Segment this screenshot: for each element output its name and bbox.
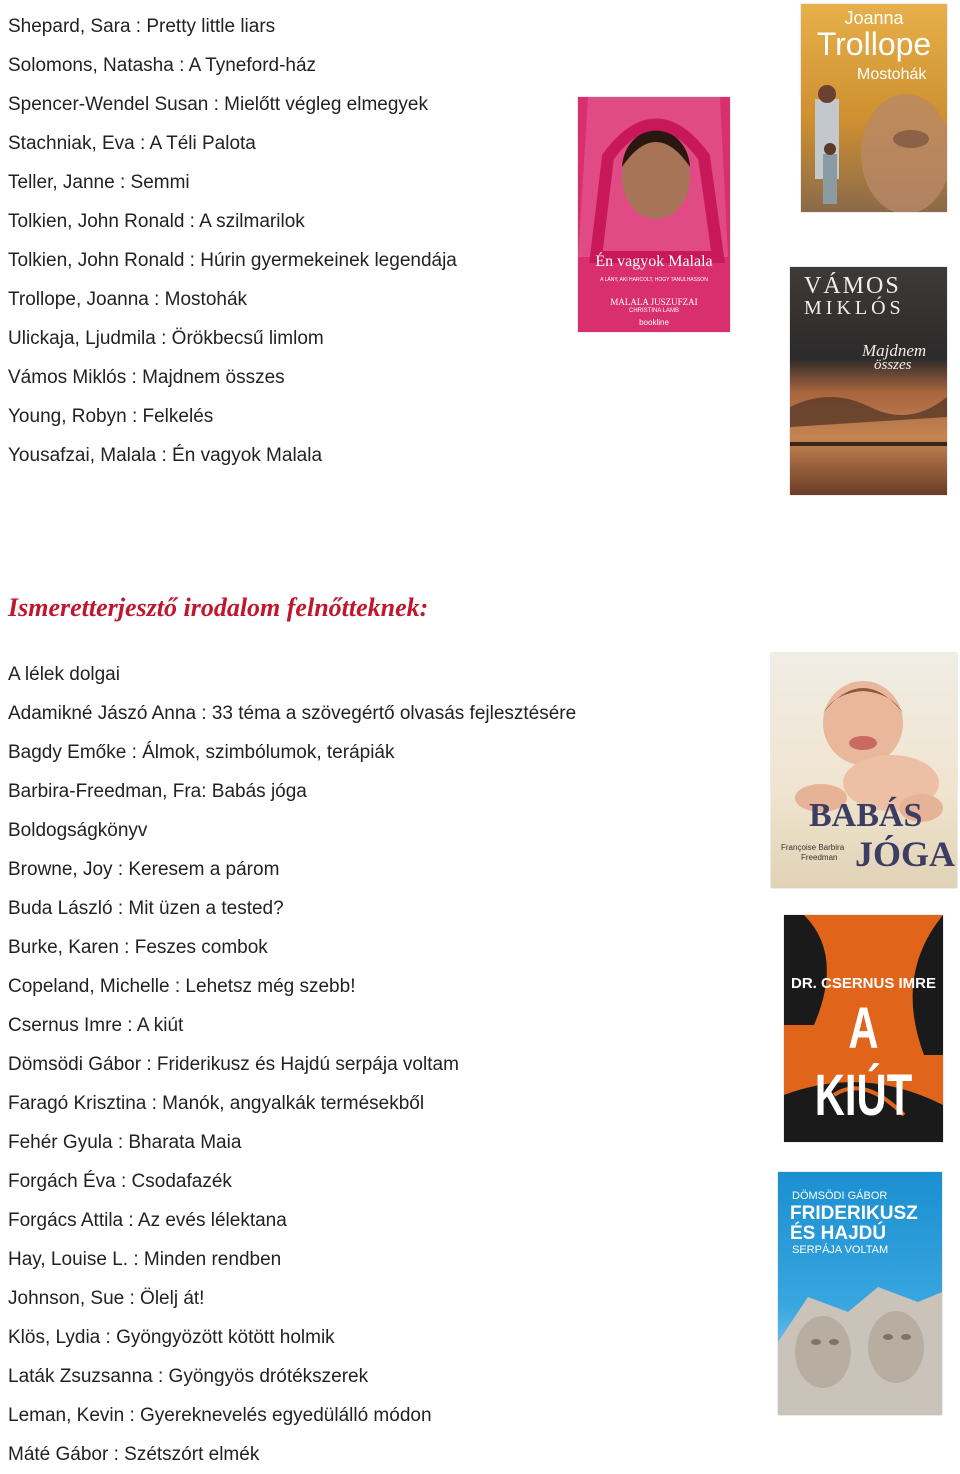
- list-item: Tolkien, John Ronald : A szilmarilok: [8, 211, 305, 232]
- cover-subtitle: SERPÁJA VOLTAM: [792, 1244, 889, 1256]
- list-item: Klös, Lydia : Gyöngyözött kötött holmik: [8, 1327, 335, 1348]
- cover-author-first: Joanna: [844, 8, 904, 28]
- list-item: Buda László : Mit üzen a tested?: [8, 898, 284, 919]
- cover-title: A KIÚT: [814, 996, 913, 1128]
- list-item: Laták Zsuzsanna : Gyöngyös drótékszerek: [8, 1366, 369, 1387]
- cover-title: Én vagyok Malala: [595, 253, 713, 270]
- cover-publisher: bookline: [639, 318, 669, 327]
- list-item: Burke, Karen : Feszes combok: [8, 937, 268, 958]
- list-item: Faragó Krisztina : Manók, angyalkák termésekből: [8, 1093, 425, 1114]
- list-item: Csernus Imre : A kiút: [8, 1015, 184, 1036]
- list-item: A lélek dolgai: [8, 664, 120, 685]
- cover-title-1: BABÁS: [809, 797, 923, 834]
- list-item: Shepard, Sara : Pretty little liars: [8, 16, 276, 37]
- list-item: Dömsödi Gábor : Friderikusz és Hajdú serpája voltam: [8, 1054, 459, 1075]
- list-item: Forgács Attila : Az evés lélektana: [8, 1210, 287, 1231]
- list-item: Stachniak, Eva : A Téli Palota: [8, 133, 256, 154]
- list-item: Teller, Janne : Semmi: [8, 172, 190, 193]
- cover-title-2: ÉS HAJDÚ: [790, 1223, 887, 1244]
- list-item: Browne, Joy : Keresem a párom: [8, 859, 280, 880]
- list-item: Ulickaja, Ljudmila : Örökbecsű limlom: [8, 328, 324, 349]
- cover-author-last: Trollope: [816, 26, 932, 62]
- fiction-book-list: [8, 7, 457, 475]
- cover-author-1: Françoise Barbira: [781, 843, 845, 852]
- list-item: Trollope, Joanna : Mostohák: [8, 289, 248, 310]
- list-item: Yousafzai, Malala : Én vagyok Malala: [8, 445, 323, 466]
- list-item: Johnson, Sue : Ölelj át!: [8, 1288, 205, 1309]
- cover-title-1: FRIDERIKUSZ: [790, 1203, 918, 1224]
- nonfiction-book-list: [8, 655, 576, 1474]
- cover-trollope-mostohak: [801, 4, 947, 212]
- list-item: Solomons, Natasha : A Tyneford-ház: [8, 55, 317, 76]
- cover-friderikusz: [778, 1172, 942, 1415]
- list-item: Hay, Louise L. : Minden rendben: [8, 1249, 282, 1270]
- list-item: Bagdy Emőke : Álmok, szimbólumok, terápiák: [8, 742, 395, 763]
- cover-author-2: Freedman: [801, 853, 838, 862]
- list-item: Barbira-Freedman, Fra: Babás jóga: [8, 781, 307, 802]
- cover-title: Mostohák: [857, 66, 927, 83]
- cover-kiut: [784, 915, 943, 1142]
- cover-author: MALALA JUSZUFZAI: [610, 297, 698, 307]
- list-item: Forgách Éva : Csodafazék: [8, 1171, 232, 1192]
- cover-title-2: JÓGA: [855, 834, 956, 874]
- cover-babas-joga: [771, 653, 957, 888]
- cover-malala: [578, 97, 730, 332]
- list-item: Máté Gábor : Szétszórt elmék: [8, 1444, 260, 1465]
- list-item: Fehér Gyula : Bharata Maia: [8, 1132, 242, 1153]
- list-item: Adamikné Jászó Anna : 33 téma a szövegértő olvasás fejlesztésére: [8, 703, 577, 724]
- cover-author: DÖMSÖDI GÁBOR: [792, 1190, 888, 1202]
- cover-author-2: MIKLÓS: [804, 297, 905, 319]
- cover-author: DR. CSERNUS IMRE: [790, 975, 936, 992]
- list-item: Leman, Kevin : Gyereknevelés egyedülálló módon: [8, 1405, 432, 1426]
- list-item: Boldogságkönyv: [8, 820, 148, 841]
- cover-vamos-majdnem: [790, 267, 947, 495]
- cover-coauthor: CHRISTINA LAMB: [628, 308, 679, 314]
- list-item: Vámos Miklós : Majdnem összes: [8, 367, 285, 388]
- list-item: Tolkien, John Ronald : Húrin gyermekeinek legendája: [8, 250, 457, 271]
- list-item: Young, Robyn : Felkelés: [8, 406, 214, 427]
- list-item: Spencer-Wendel Susan : Mielőtt végleg elmegyek: [8, 94, 428, 115]
- nonfiction-heading: Ismeretterjesztő irodalom felnőtteknek:: [8, 593, 429, 622]
- cover-author-1: VÁMOS: [804, 273, 901, 299]
- cover-subtitle: A LÁNY, AKI HARCOLT, HOGY TANULHASSON: [600, 277, 708, 283]
- cover-title-1: Majdnem: [862, 341, 927, 360]
- cover-title-2: összes: [874, 357, 912, 373]
- list-item: Copeland, Michelle : Lehetsz még szebb!: [8, 976, 356, 997]
